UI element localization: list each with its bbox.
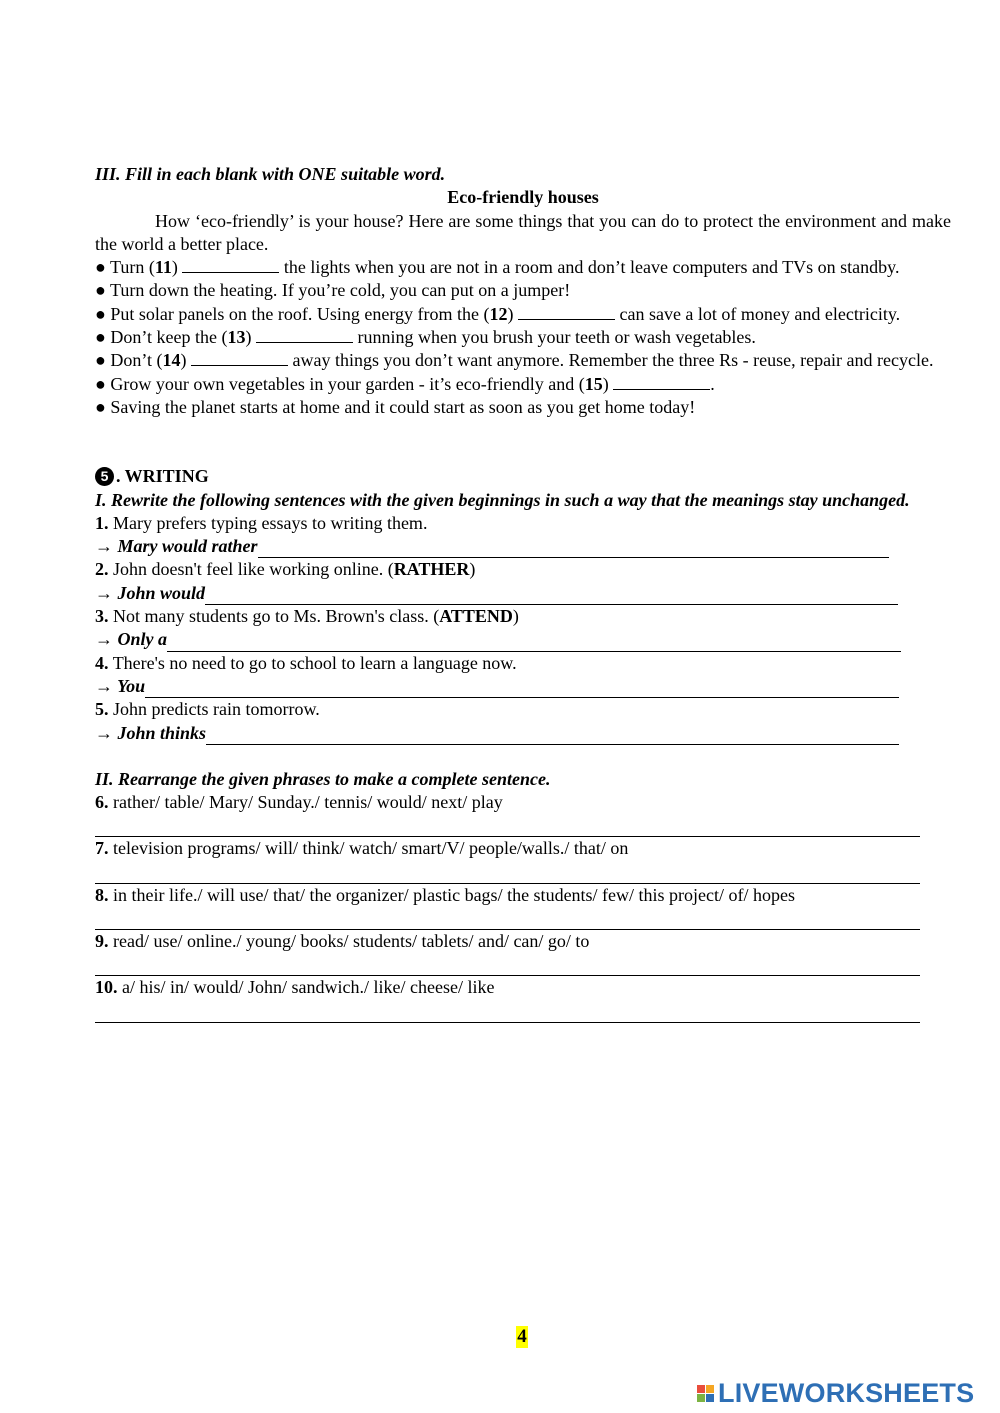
liveworksheets-logo[interactable] <box>697 1377 974 1409</box>
rewrite-instruction: I. Rewrite the following sentences with the given beginnings in such a way that the meanings stay unchanged. <box>95 489 910 510</box>
rewrite-item-4: 4. There's no need to go to school to learn a language now. <box>95 652 517 673</box>
answer-line-6[interactable] <box>95 814 920 837</box>
answer-line-10[interactable] <box>95 1000 920 1023</box>
logo-text: LIVEWORKSHEETS <box>718 1377 975 1408</box>
number-five-icon: 5 <box>95 467 114 486</box>
answer-line-7[interactable] <box>95 861 920 884</box>
blank-12[interactable] <box>518 303 615 320</box>
logo-grid-icon <box>697 1385 714 1402</box>
bullet-11: ● Turn (11) the lights when you are not in a room and don’t leave computers and TVs on standby. <box>95 257 900 278</box>
bullet-15: ● Grow your own vegetables in your garden - it’s eco-friendly and (15) . <box>95 373 715 394</box>
blank-13[interactable] <box>256 326 353 343</box>
answer-row-5: → John thinks <box>95 722 951 745</box>
answer-row-4: → You <box>95 675 951 698</box>
rearrange-instruction: II. Rearrange the given phrases to make a complete sentence. <box>95 768 551 789</box>
answer-line-2[interactable] <box>557 589 898 605</box>
answer-row-2: → John would <box>95 582 951 605</box>
reading-instruction: III. Fill in each blank with ONE suitable word. <box>95 164 446 184</box>
rewrite-item-3: 3. Not many students go to Ms. Brown's class. (ATTEND) <box>95 606 519 627</box>
blank-11[interactable] <box>182 256 279 273</box>
page-number: 4 <box>517 1326 527 1347</box>
bullet-saving: ● Saving the planet starts at home and it could start as soon as you get home today! <box>95 396 696 417</box>
rearrange-item-8: 8. in their life./ will use/ that/ the organizer/ plastic bags/ the students/ few/ this project/ of/ hopes <box>95 884 796 905</box>
answer-row-3: → Only a <box>95 628 951 651</box>
rewrite-item-5: 5. John predicts rain tomorrow. <box>95 699 320 720</box>
rewrite-item-1: 1. Mary prefers typing essays to writing them. <box>95 512 428 533</box>
rearrange-item-10: 10. a/ his/ in/ would/ John/ sandwich./ like/ cheese/ like <box>95 977 495 998</box>
answer-line-1[interactable] <box>503 542 889 558</box>
writing-heading: 5 . WRITING <box>95 465 951 488</box>
answer-line-3[interactable] <box>559 636 901 652</box>
answer-row-1: → Mary would rather <box>95 535 951 558</box>
rearrange-item-7: 7. television programs/ will/ think/ watch/ smart/V/ people/walls./ that/ on <box>95 838 629 859</box>
worksheet-page <box>95 163 951 1023</box>
reading-intro: How ‘eco-friendly’ is your house? Here are some things that you can do to protect the environment and make the world a better place. <box>95 210 951 254</box>
rearrange-item-9: 9. read/ use/ online./ young/ books/ students/ tablets/ and/ can/ go/ to <box>95 931 590 952</box>
rewrite-item-2: 2. John doesn't feel like working online. (RATHER) <box>95 559 476 580</box>
answer-line-4[interactable] <box>340 682 899 698</box>
bullet-12: ● Put solar panels on the roof. Using energy from the (12) can save a lot of money and electricity. <box>95 303 901 324</box>
answer-line-9[interactable] <box>95 953 920 976</box>
reading-title: Eco-friendly houses <box>447 187 599 208</box>
answer-line-8[interactable] <box>95 907 920 930</box>
rearrange-item-6: 6. rather/ table/ Mary/ Sunday./ tennis/ would/ next/ play <box>95 792 503 813</box>
bullet-14: ● Don’t (14) away things you don’t want anymore. Remember the three Rs - reuse, repair and recycle. <box>95 350 934 371</box>
answer-line-5[interactable] <box>206 729 899 745</box>
blank-15[interactable] <box>613 373 710 390</box>
blank-14[interactable] <box>191 349 288 366</box>
bullet-heating: ● Turn down the heating. If you’re cold, you can put on a jumper! <box>95 280 571 301</box>
bullet-13: ● Don’t keep the (13) running when you brush your teeth or wash vegetables. <box>95 327 756 348</box>
